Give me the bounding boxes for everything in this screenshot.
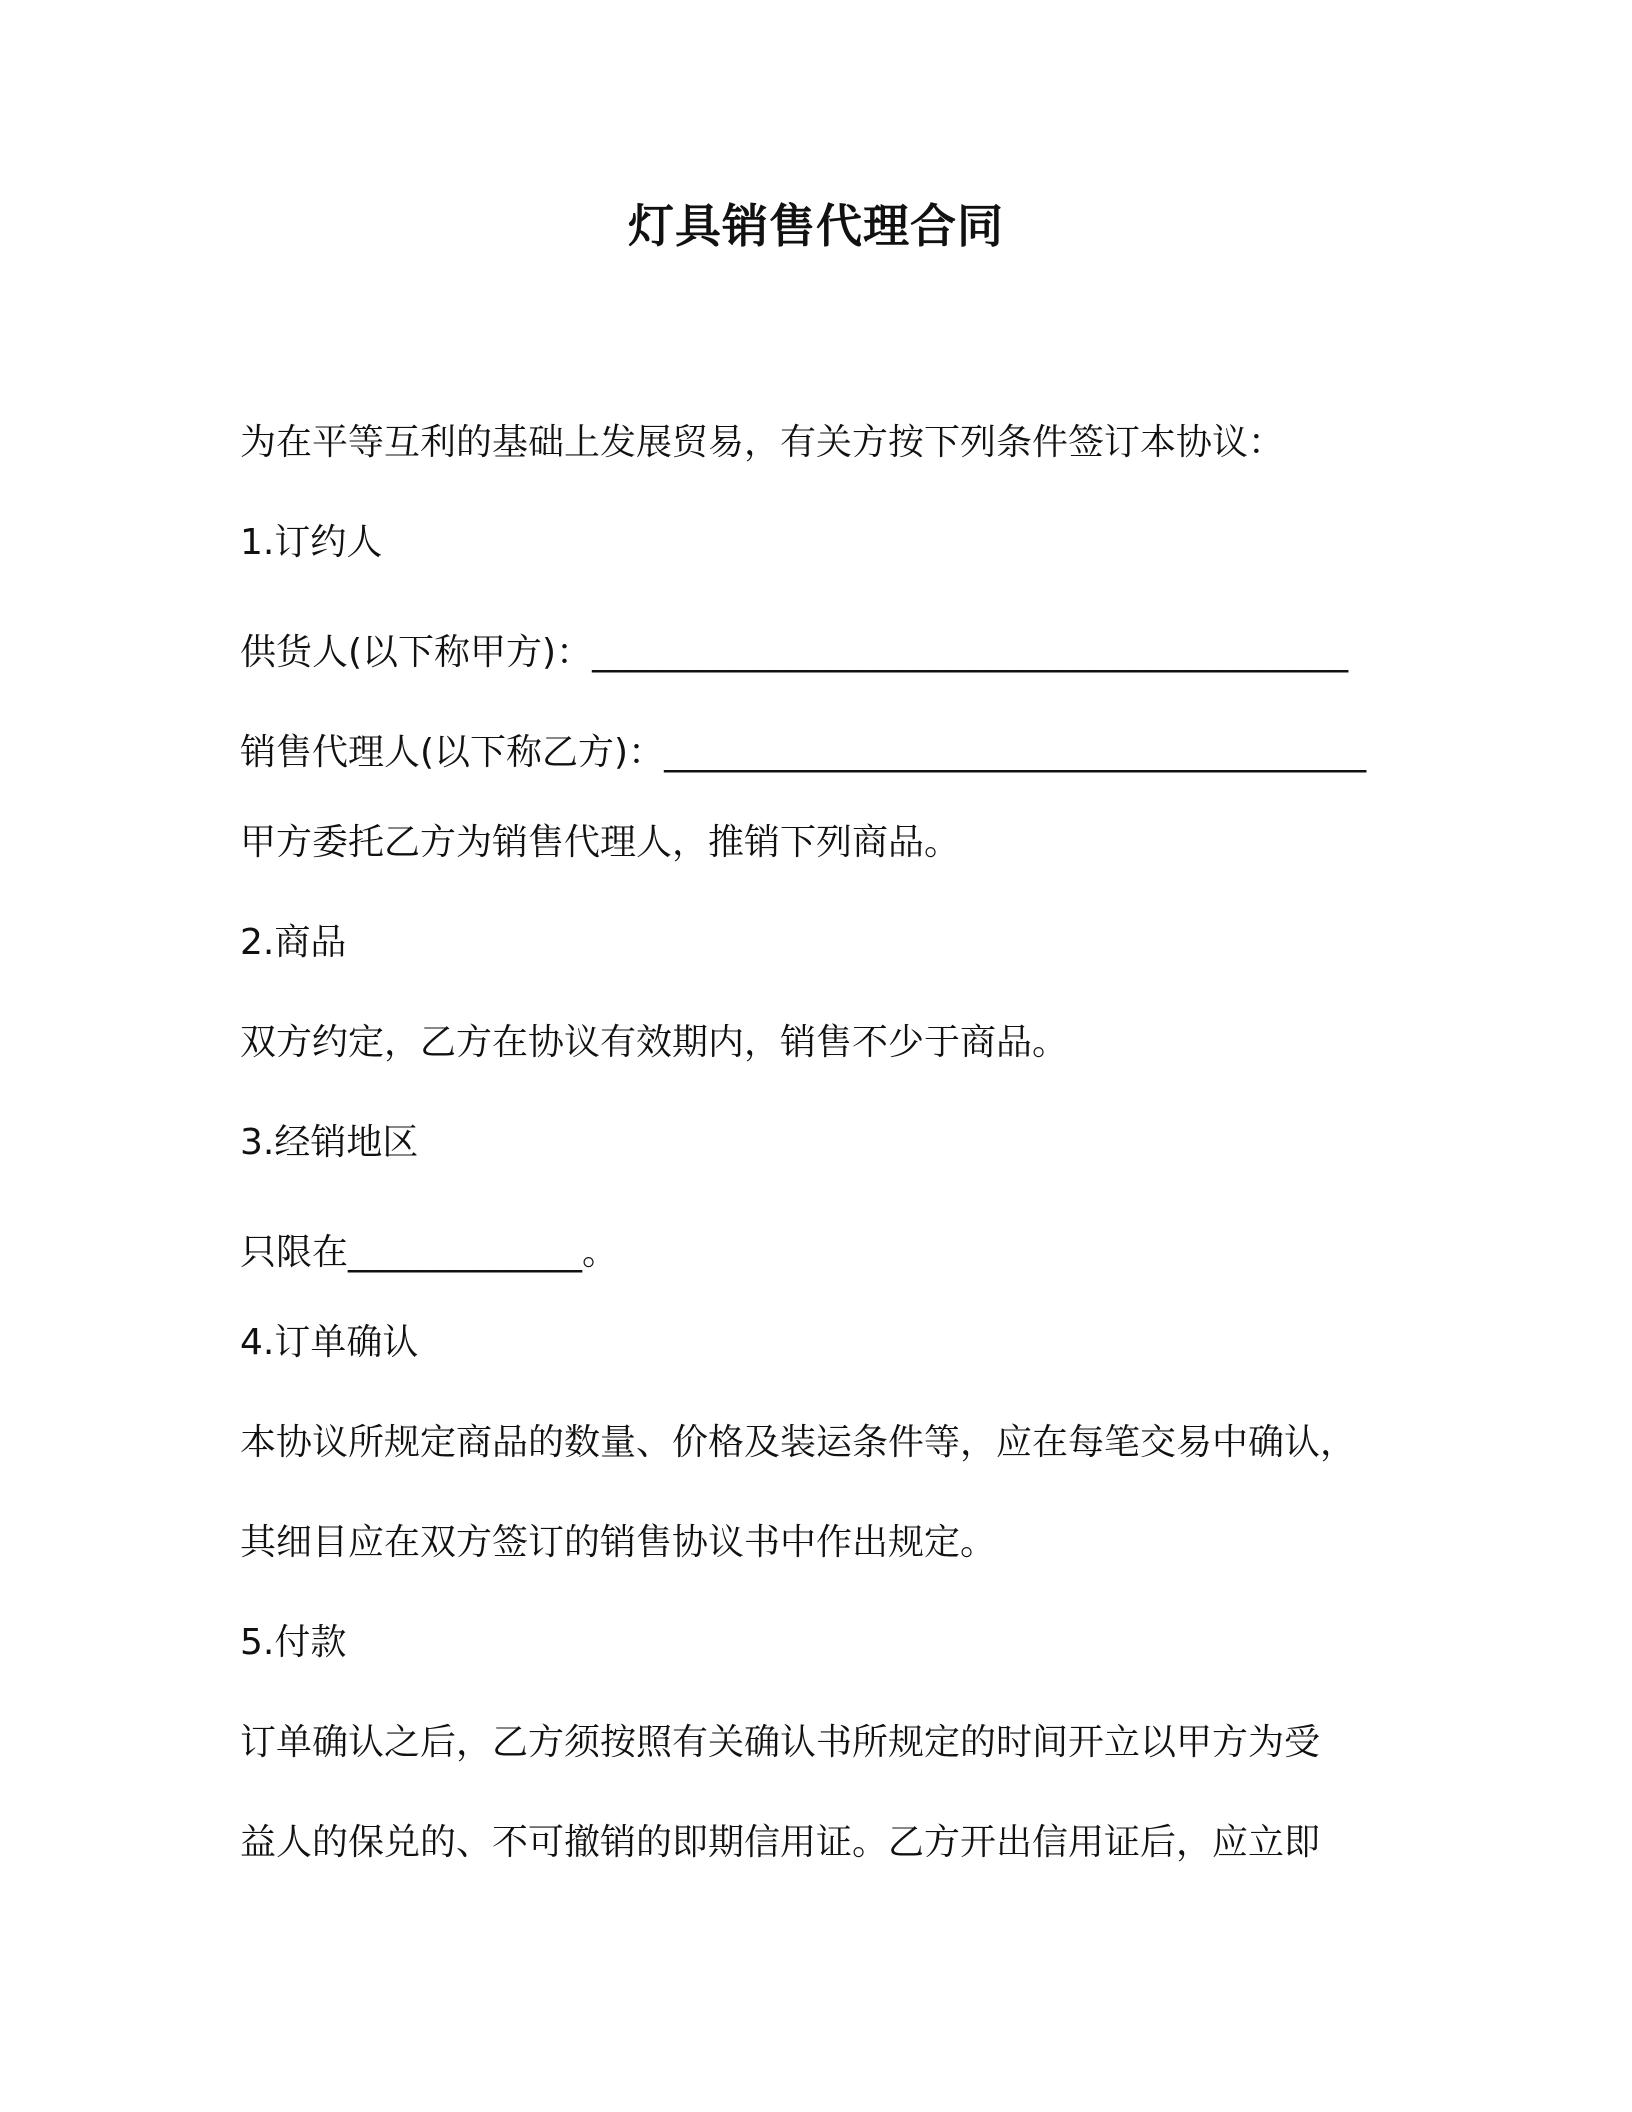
goods-paragraph: 双方约定，乙方在协议有效期内，销售不少于商品。 (240, 1022, 1069, 1063)
commission-paragraph: 甲方委托乙方为销售代理人，推销下列商品。 (240, 822, 961, 863)
section-heading-order-confirmation: 4.订单确认 (240, 1322, 419, 1363)
section-heading-territory: 3.经销地区 (240, 1122, 419, 1163)
section-heading-goods: 2.商品 (240, 922, 347, 963)
payment-paragraph-line-1: 订单确认之后，乙方须按照有关确认书所规定的时间开立以甲方为受 (240, 1722, 1321, 1763)
section-heading-payment: 5.付款 (240, 1622, 347, 1663)
order-paragraph-line-1: 本协议所规定商品的数量、价格及装运条件等，应在每笔交易中确认， (240, 1422, 1357, 1463)
supplier-line: 供货人(以下称甲方)：__________________________________________ (240, 632, 1349, 673)
agent-line: 销售代理人(以下称乙方)：_______________________________________ (240, 732, 1367, 773)
section-heading-parties: 1.订约人 (240, 522, 383, 563)
document-title: 灯具销售代理合同 (628, 199, 1004, 253)
intro-paragraph: 为在平等互利的基础上发展贸易，有关方按下列条件签订本协议： (240, 422, 1285, 463)
payment-paragraph-line-2: 益人的保兑的、不可撤销的即期信用证。乙方开出信用证后，应立即 (240, 1822, 1321, 1863)
order-paragraph-line-2: 其细目应在双方签订的销售协议书中作出规定。 (240, 1522, 997, 1563)
territory-paragraph: 只限在_____________。 (240, 1232, 619, 1273)
